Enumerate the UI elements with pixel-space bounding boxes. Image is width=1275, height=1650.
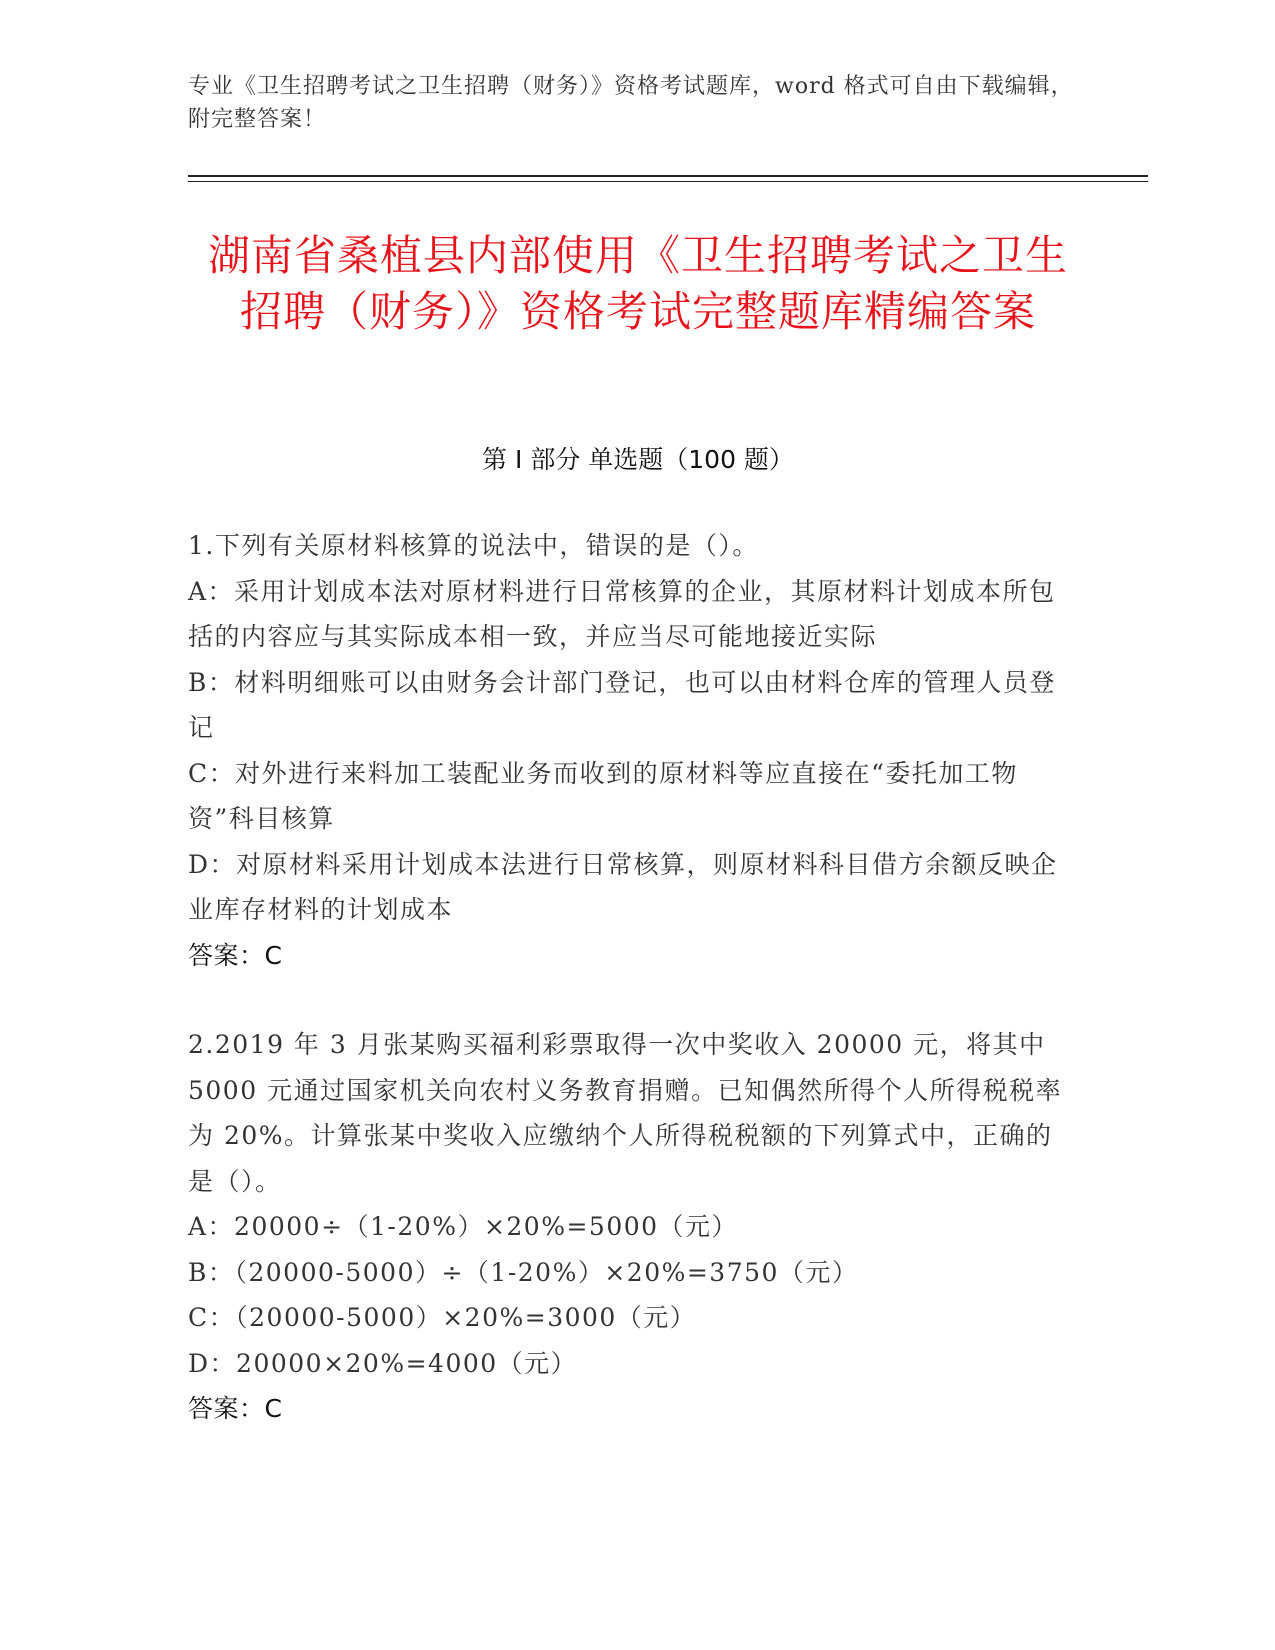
option-b: B：材料明细账可以由财务会计部门登记，也可以由材料仓库的管理人员登记	[188, 667, 1056, 742]
document-title: 湖南省桑植县内部使用《卫生招聘考试之卫生招聘（财务）》资格考试完整题库精编答案	[207, 231, 1068, 336]
answer: 答案：C	[188, 1394, 283, 1423]
question-1	[188, 523, 1068, 978]
section-heading: 第 I 部分 单选题（100 题）	[482, 445, 794, 474]
option-a: A：20000÷（1-20%）×20%=5000（元）	[188, 1212, 739, 1241]
answer: 答案：C	[188, 940, 283, 970]
option-d: D：20000×20%=4000（元）	[188, 1348, 578, 1378]
option-c: C：对外进行来料加工装配业务而收到的原材料等应直接在“委托加工物资”科目核算	[188, 758, 1018, 833]
option-c: C：（20000-5000）×20%=3000（元）	[188, 1303, 697, 1332]
header-rule-thin	[188, 181, 1148, 182]
option-a: A：采用计划成本法对原材料进行日常核算的企业，其原材料计划成本所包括的内容应与其实际成本相一致，并应当尽可能地接近实际	[188, 576, 1056, 651]
header-rule-thick	[188, 175, 1148, 177]
option-b: B：（20000-5000）÷（1-20%）×20%=3750（元）	[188, 1257, 859, 1287]
question-stem: 2.2019 年 3 月张某购买福利彩票取得一次中奖收入 20000 元，将其中 5000 元通过国家机关向农村义务教育捐赠。已知偶然所得个人所得税税率为 20%。计算张某中奖收入应缴纳个人所得税税额的下列算式中，正确的是（）。	[188, 1030, 1063, 1196]
header-note: 专业《卫生招聘考试之卫生招聘（财务）》资格考试题库，word 格式可自由下载编辑，附完整答案！	[188, 74, 1074, 132]
option-d: D：对原材料采用计划成本法进行日常核算，则原材料科目借方余额反映企业库存材料的计划成本	[188, 849, 1058, 924]
question-stem: 1.下列有关原材料核算的说法中，错误的是（）。	[188, 531, 759, 560]
question-2	[188, 1022, 1068, 1432]
